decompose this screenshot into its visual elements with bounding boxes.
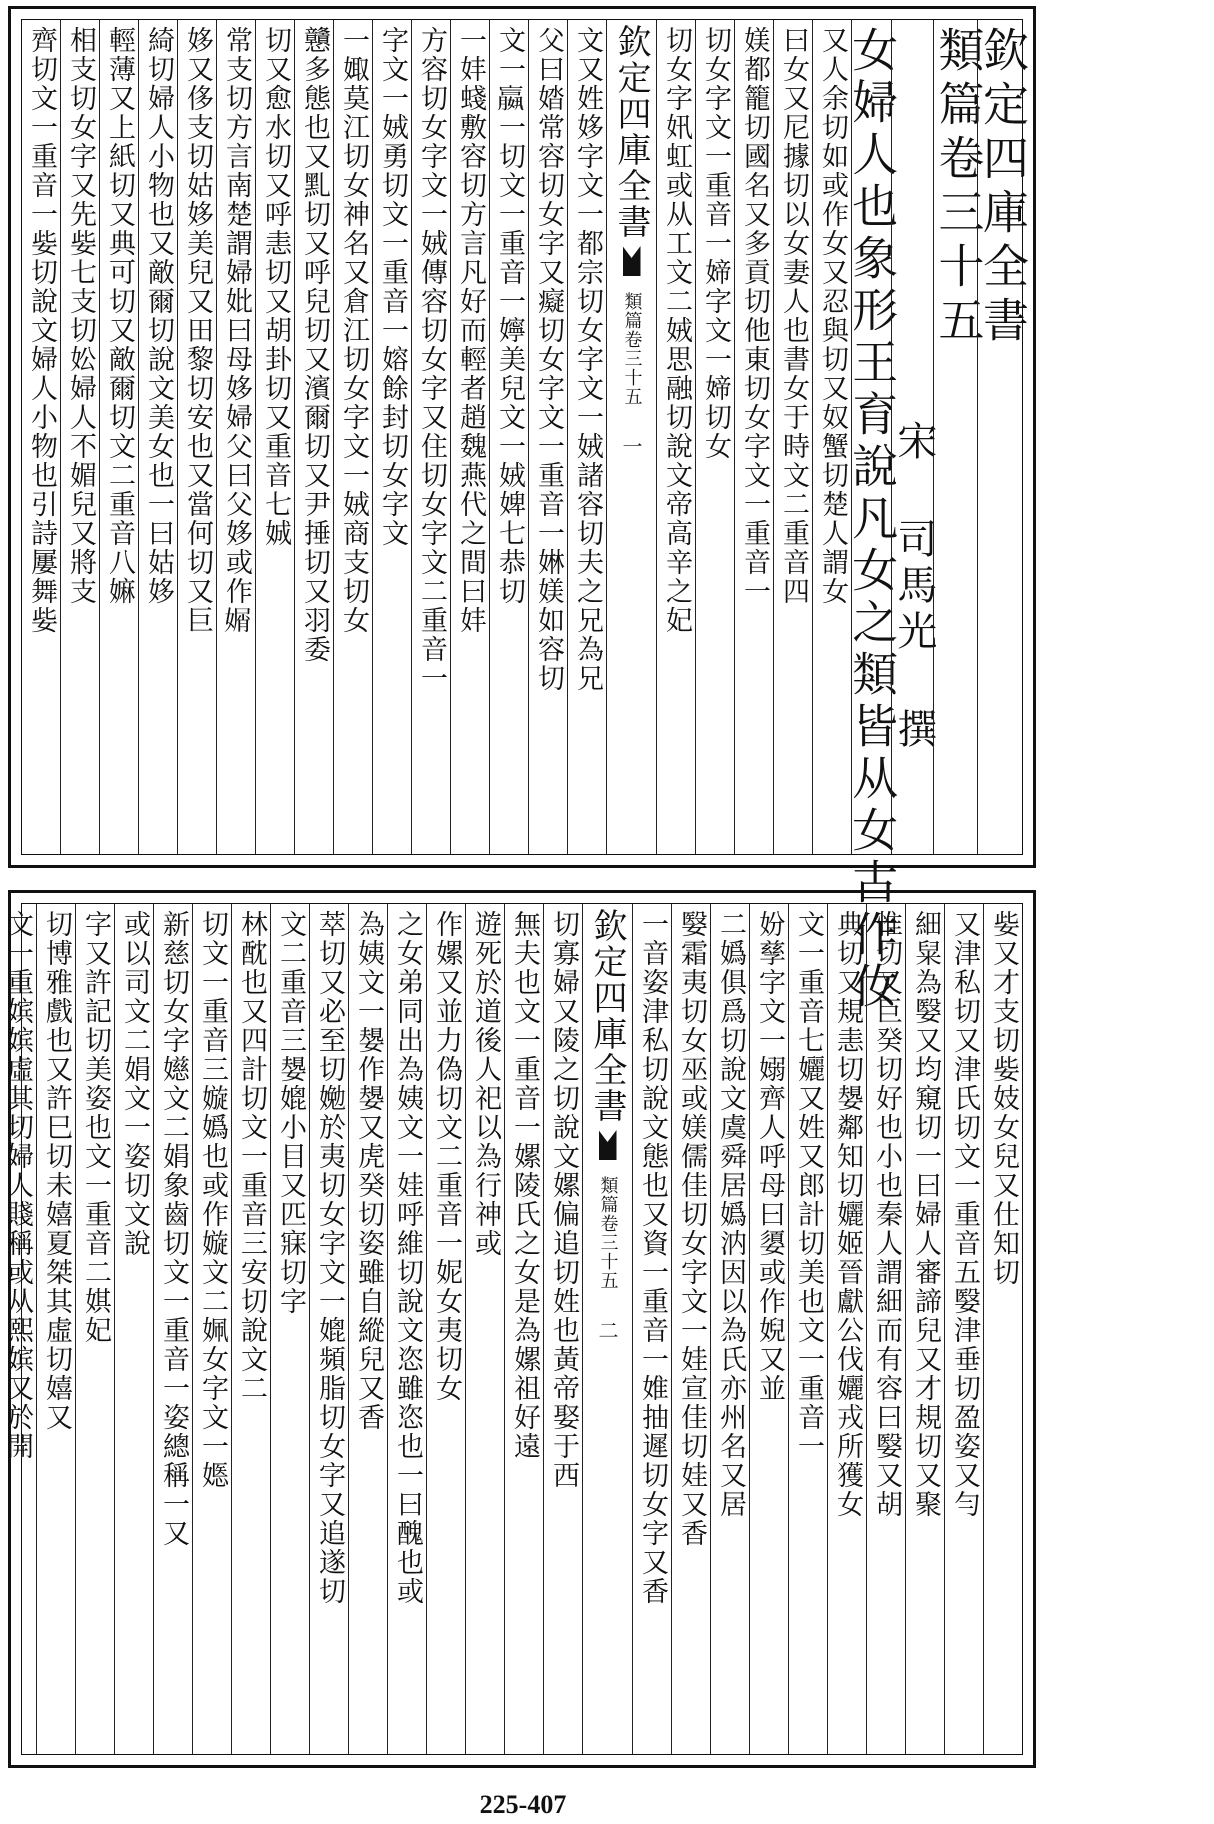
center-fold [582,904,632,1754]
text-column: 切文一重音三嫙嬀也或作嫙文二姵女字文一嫕 [192,904,231,1754]
text-column: 切寡婦又陵之切說文嫘偏追切姓也黃帝娶于西 [543,904,582,1754]
center-page-number: 一 [619,436,644,456]
author-line: 宋 司馬光 撰 [891,20,933,854]
center-page-number: 二 [595,1320,619,1340]
text-column: 文一重音七孋又姓又郎計切美也文一重音一 [788,904,827,1754]
text-column: 相支切女字又先姕七支切妐婦人不媚兒又將支 [60,20,99,854]
text-column: 一音姿津私切說文態也又資一重音一婎抽遲切女字又香 [632,904,671,1754]
text-column: 林酖也又四計切文一重音三安切說文二 [231,904,270,1754]
header-library-title: 欽定四庫全書 [977,20,1022,854]
text-column: 輕薄又上紙切又典可切又敵爾切文二重音八嫲 [99,20,138,854]
fish-tail-mark-icon [623,246,641,276]
text-column: 切女字文一重音一媂字文一媂切女 [695,20,734,854]
text-column: 曰女又尼據切以女妻人也書女于時文二重音四 [773,20,812,854]
text-column: 遊死於道後人祀以為行神或 [465,904,504,1754]
text-column: 妢孳字文一嫋齊人呼母曰嬃或作婗又並 [749,904,788,1754]
top-page-columns [22,20,1030,1014]
bottom-page [2,890,1036,1768]
text-column: 字文一娀勇切文一重音一嫆餘封切女字文 [372,20,411,854]
center-volume: 類篇卷三十五 [597,1176,619,1290]
fish-tail-mark-icon [599,1130,617,1160]
header-volume-title: 類篇卷三十五 [933,20,978,854]
text-column: 嫛霜夷切女巫或媄儒佳切女字文一娃宣佳切娃又香 [671,904,710,1754]
text-column: 父曰㛥常容切女字又癡切女字文一重音一㛦媄如容切 [528,20,567,854]
text-column: 戇多態也又䵝切又呼兒切又濱爾切又尹捶切又羽委 [294,20,333,854]
text-column: 又津私切又津氏切文一重音五嫛津垂切盈姿又勻 [944,904,983,1754]
text-column: 方容切女字文一娀傳容切女字又住切女字文二重音一 [411,20,450,854]
text-column: 切博雅戲也又許巳切未嬉夏桀其虛切嬉又 [36,904,75,1754]
text-column: 常支切方言南楚謂婦妣曰母姼婦父曰父姼或作𡟩 [216,20,255,854]
center-fold [606,20,656,854]
text-column: 姼又侈支切姑姼美兒又田黎切安也又當何切又巨 [177,20,216,854]
center-volume: 類篇卷三十五 [621,292,643,406]
text-column: 之女弟同出為姨文一娃呼維切說文恣雖恣也一曰醜也或 [387,904,426,1754]
bottom-page-columns [2,904,1022,1754]
text-column: 作嫘又並力偽切文二重音一妮女夷切女 [426,904,465,1754]
top-page [8,6,1036,1014]
text-column: 細䊆為嫛又均窺切一曰婦人審諦兒又才規切又聚 [905,904,944,1754]
text-column: 新慈切女字嬨文二娟象齒切文一重音一姿總稱一又 [153,904,192,1754]
text-column: 一妦䗃敷容切方言凡好而輕者趙魏燕代之間曰妦 [450,20,489,854]
text-column: 綺切婦人小物也又敵爾切說文美女也一曰姑姼 [138,20,177,854]
text-column: 惟切又巨癸切好也小也秦人謂細而有容曰嫛又胡 [866,904,905,1754]
text-column: 文一𡣍一切文一重音一嬣美兒文一娀婢七恭切 [489,20,528,854]
top-page-frame [21,19,1030,1014]
text-column: 或以司文二娟文一姿切文說 [114,904,153,1754]
text-column: 無夫也文一重音一嫘陵氏之女是為嫘祖好遠 [504,904,543,1754]
center-library-title: 欽定四庫全書 [611,24,652,240]
text-column: 字又許記切美姿也文一重音二娸妃 [75,904,114,1754]
center-library-title: 欽定四庫全書 [587,908,627,1124]
text-column: 典切又規恚切嫢鄰知切孋姬晉獻公伐孋戎所獲女 [827,904,866,1754]
text-column: 又人余切如或作女又忍與切又奴蟹切楚人謂女 [812,20,851,854]
text-column: 萃切又必至切㛯於夷切女字文一媲頻脂切女字又追遂切 [309,904,348,1754]
text-column: 為姨文一嫢作嫢又虎癸切姿雖自縱兒又香 [348,904,387,1754]
text-column: 切女字㚨虹或从工文二娀思融切說文帝高辛之妃 [656,20,695,854]
text-column: 文又姓姼字文一都宗切女字文一娀諸容切夫之兄為兄 [567,20,606,854]
text-column: 切又愈水切又呼恚切又胡卦切又重音七娍 [255,20,294,854]
text-column: 文一重嫔嫔虛其切婦人賤稱或从熙嫔又於開 [0,904,36,1754]
text-column: 二嬀俱爲切說文虞舜居嬀汭因以為氏亦州名又居 [710,904,749,1754]
text-column: 文二重音三嫢媲小目又匹寐切字 [270,904,309,1754]
page-reference-number: 225-407 [479,1790,567,1819]
text-column: 齊切文一重音一姕切說文婦人小物也引詩屢舞姕 [26,26,58,635]
text-column: 女婦人也象形王育說凡女之類皆从女古作㚢 [851,20,891,854]
text-column: 姕又才支切姕妓女兒又仕知切 [983,904,1022,1754]
text-column: 媄都籠切國名又多貢切他東切女字文一重音一 [734,20,773,854]
text-column: 一娵莫江切女神名又倉江切女字文一娀商支切女 [333,20,372,854]
bottom-page-frame [2,903,1023,1755]
